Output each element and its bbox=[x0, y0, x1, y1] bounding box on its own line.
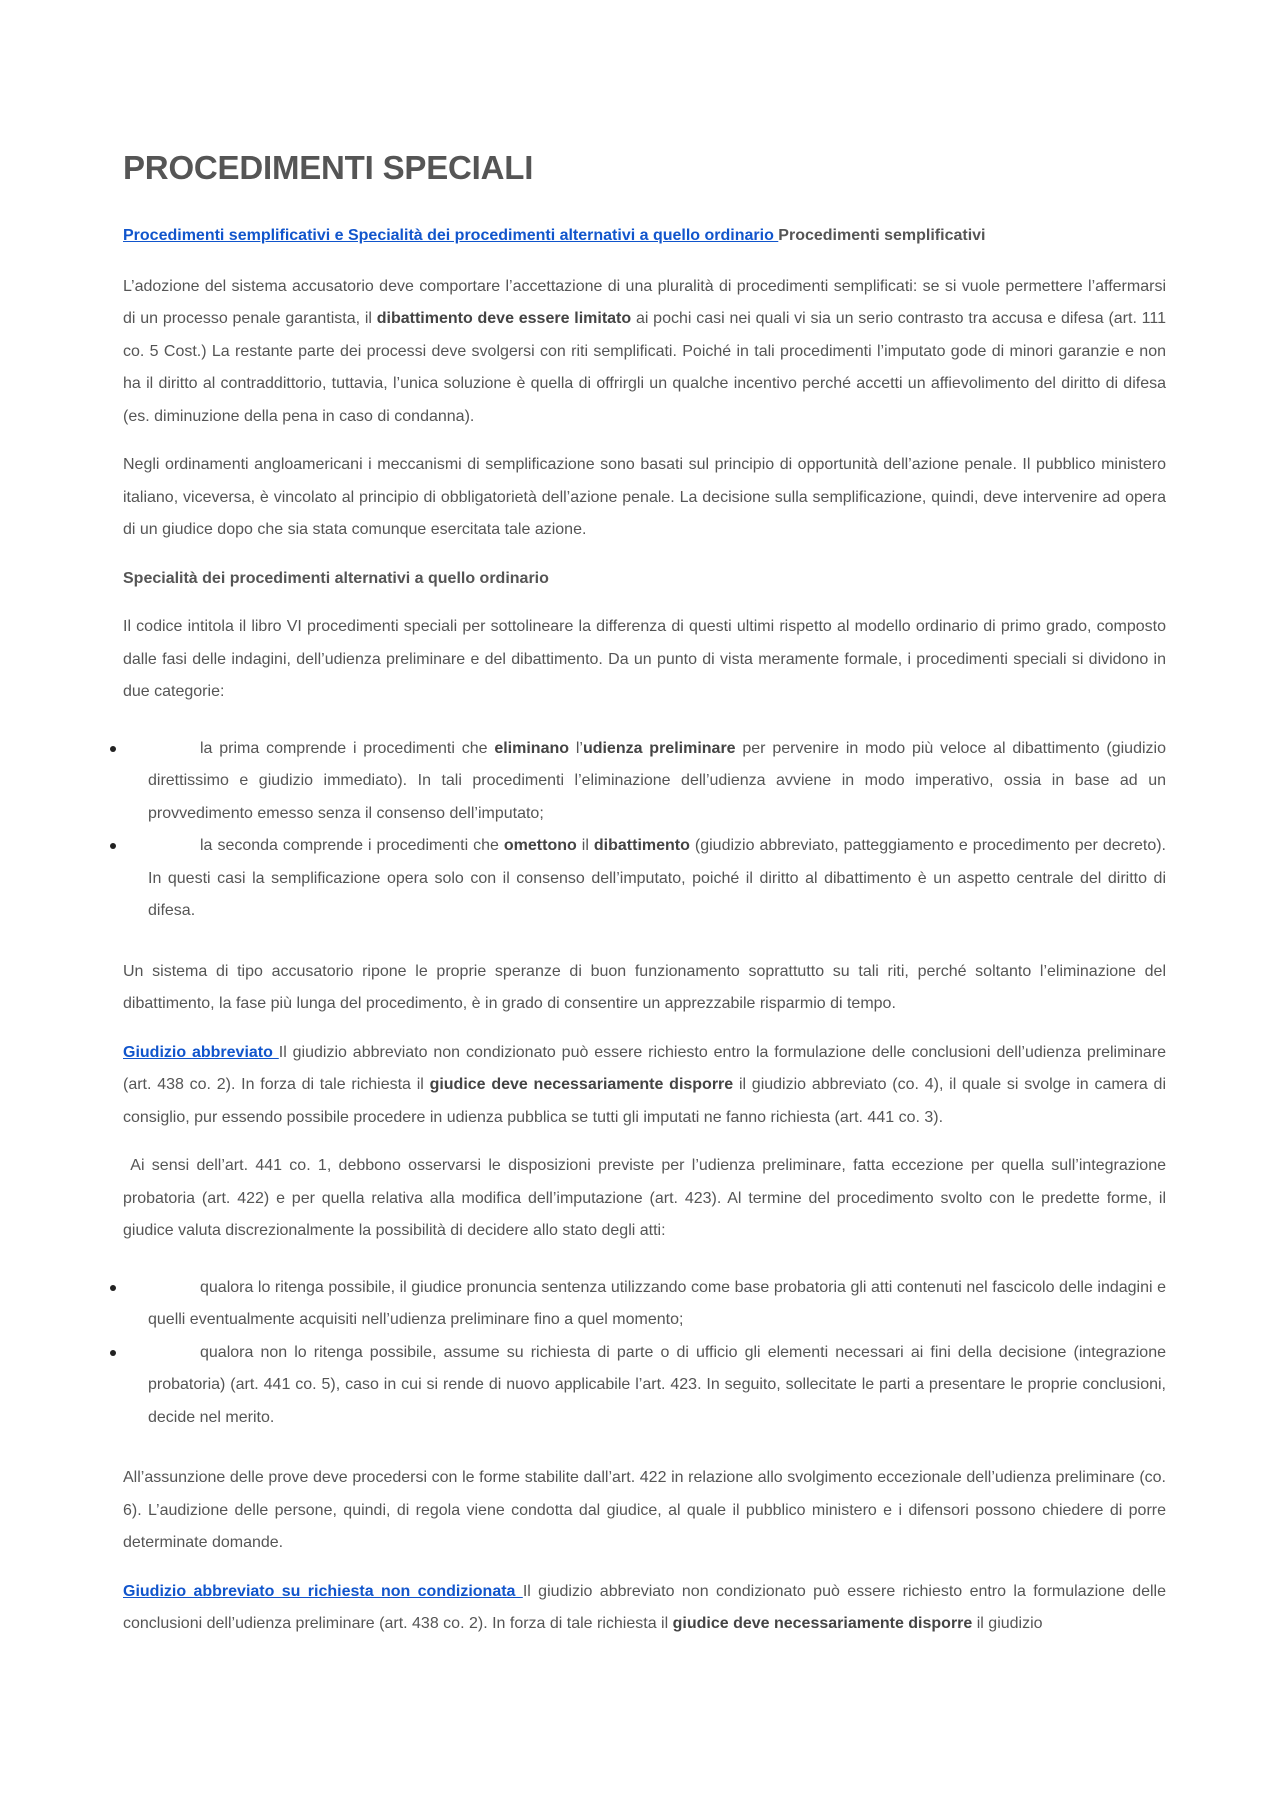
link-giudizio-abbreviato-non-condizionata[interactable]: Giudizio abbreviato su richiesta non condizionata bbox=[123, 1582, 523, 1600]
paragraph-5-text-c: il giudizio abbreviato (co. 4), il quale si svolge in camera di consiglio, pur essendo possibile procedere in udienza pubblica se tutti gli imputati ne fanno richiesta (art. 441 co. 3). bbox=[123, 1076, 1167, 1126]
list-item-text: qualora non lo ritenga possibile, assume su richiesta di parte o di ufficio gli elementi necessari ai fini della decisione (integrazione probatoria) (art. 441 co. 5), caso in cui si rende di nuovo applicabile l’art. 423. In seguito, sollecitate le parti a presentare le proprie conclusioni, decide nel merito. bbox=[148, 1343, 1166, 1426]
link-procedimenti-semplificativi[interactable]: Procedimenti semplificativi e Specialità dei procedimenti alternativi a quello ordinario bbox=[123, 227, 779, 245]
list-item bbox=[123, 1272, 1166, 1337]
list-categories bbox=[123, 733, 1166, 928]
bullet-icon bbox=[110, 1350, 116, 1356]
paragraph-1-bold: dibattimento deve essere limitato bbox=[376, 310, 632, 328]
paragraph-8-bold: giudice deve necessariamente disporre bbox=[672, 1615, 973, 1633]
paragraph-5-text-a: Il giudizio abbreviato non condizionato può essere richiesto entro la formulazione delle conclusioni dell’udienza preliminare (art. 438 co. 2). In forza di tale richiesta il bbox=[123, 1043, 1167, 1094]
list-item bbox=[123, 733, 1166, 831]
link-giudizio-abbreviato[interactable]: Giudizio abbreviato bbox=[123, 1043, 279, 1061]
list-item bbox=[123, 1337, 1166, 1435]
subheading-specialita: Specialità dei procedimenti alternativi a quello ordinario bbox=[123, 569, 549, 587]
paragraph-7: All’assunzione delle prove deve procedersi con le forme stabilite dall’art. 422 in relazione allo svolgimento eccezionale dell’udienza preliminare (co. 6). L’audizione delle persone, quindi, di regola viene condotta dal giudice, al quale il pubblico ministero e i difensori possono chiedere di porre determinate domande. bbox=[123, 1469, 1166, 1552]
paragraph-8-text-a: Il giudizio abbreviato non condizionato può essere richiesto entro la formulazione delle conclusioni dell’udienza preliminare (art. 438 co. 2). In forza di tale richiesta il bbox=[123, 1582, 1166, 1633]
paragraph-1 bbox=[123, 271, 1166, 434]
list-item-bold: eliminano bbox=[494, 739, 570, 757]
list-item-text: (giudizio abbreviato, patteggiamento e procedimento per decreto). In questi casi la semplificazione opera solo con il consenso dell’imputato, poiché il diritto al dibattimento è un aspetto centrale del diritto di difesa. bbox=[148, 837, 1167, 920]
paragraph-5-bold: giudice deve necessariamente disporre bbox=[429, 1076, 734, 1094]
paragraph-5 bbox=[123, 1037, 1166, 1135]
bullet-icon bbox=[110, 1285, 116, 1291]
list-item-text: la seconda comprende i procedimenti che bbox=[200, 837, 504, 855]
list-item-text: per pervenire in modo più veloce al dibattimento (giudizio direttissimo e giudizio immediato). In tali procedimenti l’eliminazione dell’udienza avviene in modo imperativo, ossia in base ad un provvedimento emesso senza il consenso dell’imputato; bbox=[148, 739, 1166, 822]
list-item bbox=[123, 830, 1166, 928]
bullet-icon bbox=[110, 843, 116, 849]
page-title: PROCEDIMENTI SPECIALI bbox=[123, 149, 534, 186]
list-item-bold: dibattimento bbox=[593, 837, 690, 855]
paragraph-3: Il codice intitola il libro VI procedimenti speciali per sottolineare la differenza di questi ultimi rispetto al modello ordinario di primo grado, composto dalle fasi delle indagini, dell’udienza preliminare e del dibattimento. Da un punto di vista meramente formale, i procedimenti speciali si dividono in due categorie: bbox=[123, 618, 1166, 701]
list-item-text: qualora lo ritenga possibile, il giudice pronuncia sentenza utilizzando come base probatoria gli atti contenuti nel fascicolo delle indagini e quelli eventualmente acquisiti nell’udienza preliminare fino a quel momento; bbox=[148, 1278, 1166, 1329]
intro-line bbox=[123, 220, 1166, 253]
paragraph-2: Negli ordinamenti angloamericani i meccanismi di semplificazione sono basati sul principio di opportunità dell’azione penale. Il pubblico ministero italiano, viceversa, è vincolato al principio di obbligatorietà dell’azione penale. La decisione sulla semplificazione, quindi, deve intervenire ad opera di un giudice dopo che sia stata comunque esercitata tale azione. bbox=[123, 456, 1166, 539]
paragraph-1-text-a: L’adozione del sistema accusatorio deve comportare l’accettazione di una pluralità di procedimenti semplificati: se si vuole permettere l’affermarsi di un processo penale garantista, il bbox=[123, 277, 1166, 328]
section-heading-semplificativi: Procedimenti semplificativi bbox=[778, 227, 986, 245]
list-item-bold: omettono bbox=[503, 837, 577, 855]
list-item-text: la prima comprende i procedimenti che bbox=[200, 739, 495, 757]
paragraph-8-text-c: il giudizio bbox=[972, 1615, 1043, 1633]
list-item-bold: udienza preliminare bbox=[582, 739, 736, 757]
paragraph-1-text-c: ai pochi casi nei quali vi sia un serio contrasto tra accusa e difesa (art. 111 co. 5 Cost.) La restante parte dei processi deve svolgersi con riti semplificati. Poiché in tali procedimenti l’imputato gode di minori garanzie e non ha il diritto al contraddittorio, tuttavia, l’unica soluzione è quella di offrirgli un qualche incentivo perché accetti un affievolimento del diritto di difesa (es. diminuzione della pena in caso di condanna). bbox=[123, 310, 1166, 425]
list-item-text: il bbox=[576, 837, 594, 855]
bullet-icon bbox=[110, 746, 116, 752]
list-decisione bbox=[123, 1272, 1166, 1435]
paragraph-6: Ai sensi dell’art. 441 co. 1, debbono osservarsi le disposizioni previste per l’udienza preliminare, fatta eccezione per quella sull’integrazione probatoria (art. 422) e per quella relativa alla modifica dell’imputazione (art. 423). Al termine del procedimento svolto con le predette forme, il giudice valuta discrezionalmente la possibilità di decidere allo stato degli atti: bbox=[123, 1157, 1171, 1240]
list-item-text: l’ bbox=[569, 739, 583, 757]
paragraph-8 bbox=[123, 1576, 1166, 1641]
paragraph-4: Un sistema di tipo accusatorio ripone le proprie speranze di buon funzionamento soprattutto su tali riti, perché soltanto l’eliminazione del dibattimento, la fase più lunga del procedimento, è in grado di consentire un apprezzabile risparmio di tempo. bbox=[123, 962, 1166, 1013]
